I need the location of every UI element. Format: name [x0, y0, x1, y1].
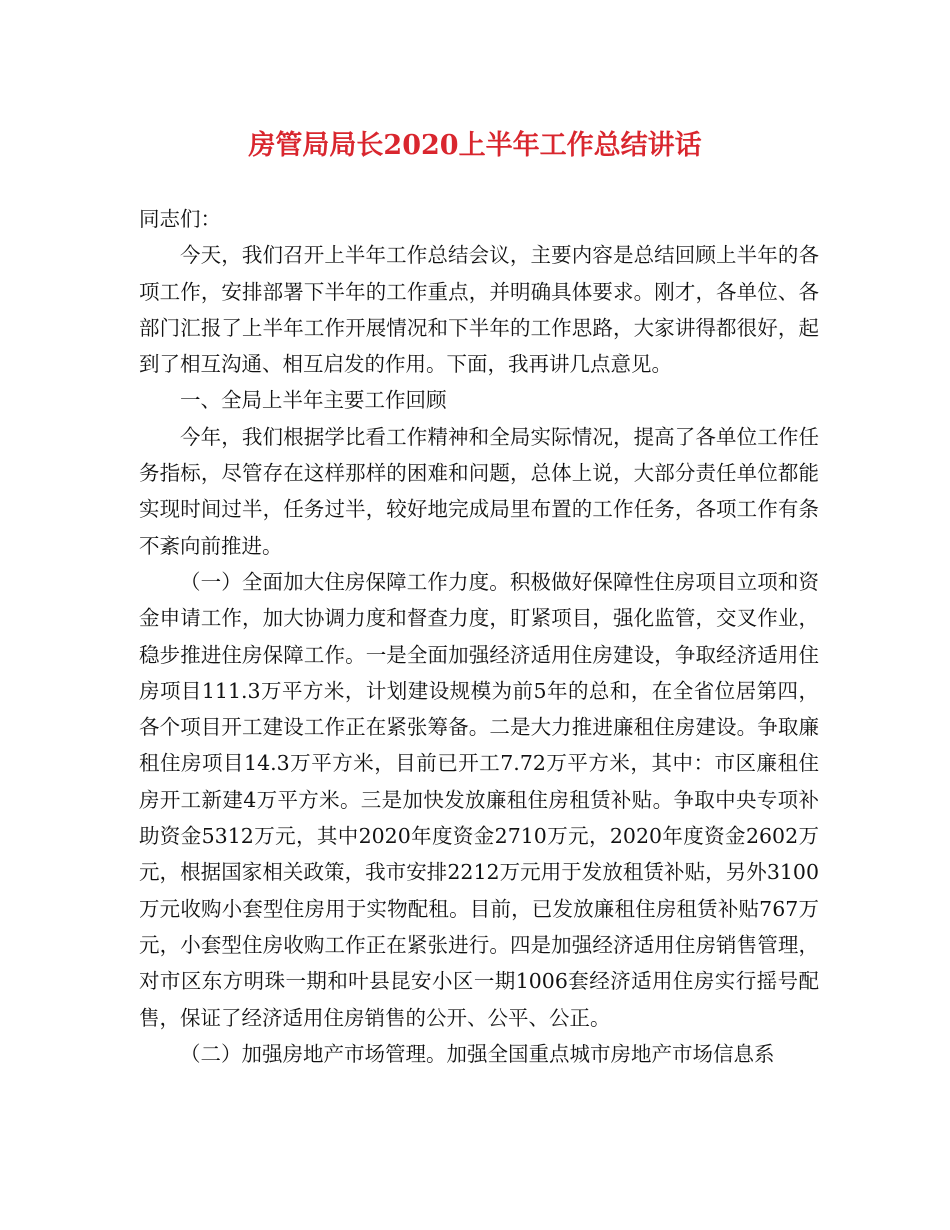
- paragraph-housing-security: （一）全面加大住房保障工作力度。积极做好保障性住房项目立项和资金申请工作，加大协调力度和督查力度，盯紧项目，强化监管，交叉作业，稳步推进住房保障工作。一是全面加强经济适用住房建设，争取经济适用住房项目111.3万平方米，计划建设规模为前5年的总和，在全省位居第四，各个项目开工建设工作正在紧张筹备。二是大力推进廉租住房建设。争取廉租住房项目14.3万平方米，目前已开工7.72万平方米，其中：市区廉租住房开工新建4万平方米。三是加快发放廉租住房租赁补贴。争取中央专项补助资金5312万元，其中2020年度资金2710万元，2020年度资金2602万元，根据国家相关政策，我市安排2212万元用于发放租赁补贴，另外3100万元收购小套型住房用于实物配租。目前，已发放廉租住房租赁补贴767万元，小套型住房收购工作正在紧张进行。四是加强经济适用住房销售管理，对市区东方明珠一期和叶县昆安小区一期1006套经济适用住房实行摇号配售，保证了经济适用住房销售的公开、公平、公正。: [139, 569, 819, 1030]
- document-title: 房管局局长2020上半年工作总结讲话: [248, 130, 702, 161]
- salutation: 同志们：: [139, 207, 221, 231]
- section-heading-1: 一、全局上半年主要工作回顾: [180, 388, 447, 413]
- document-body: [139, 201, 819, 1072]
- paragraph-intro: 今天，我们召开上半年工作总结会议，主要内容是总结回顾上半年的各项工作，安排部署下半年的工作重点，并明确具体要求。刚才，各单位、各部门汇报了上半年工作开展情况和下半年的工作思路，大家讲得都很好，起到了相互沟通、相互启发的作用。下面，我再讲几点意见。: [139, 243, 819, 377]
- paragraph-overview: 今年，我们根据学比看工作精神和全局实际情况，提高了各单位工作任务指标，尽管存在这样那样的困难和问题，总体上说，大部分责任单位都能实现时间过半，任务过半，较好地完成局里布置的工作任务，各项工作有条不紊向前推进。: [139, 424, 819, 558]
- paragraph-market-management: （二）加强房地产市场管理。加强全国重点城市房地产市场信息系: [180, 1041, 775, 1066]
